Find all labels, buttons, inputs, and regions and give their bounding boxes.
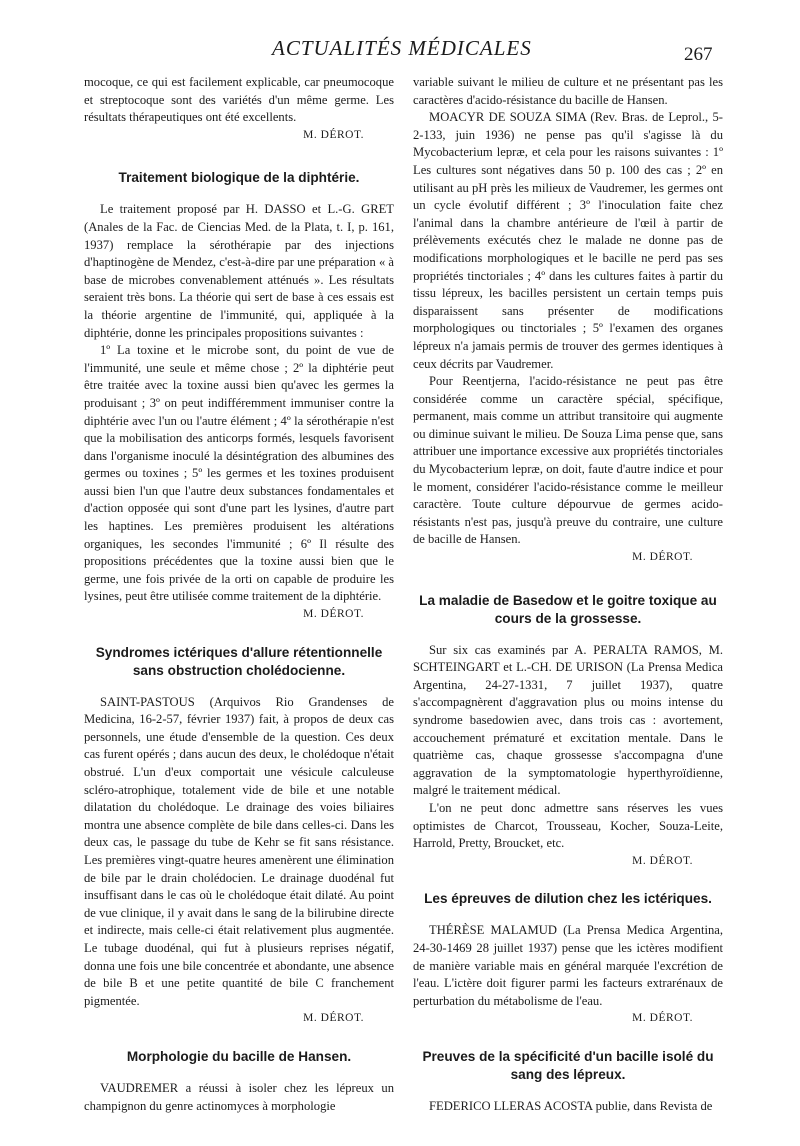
article-title-diphterie: Traitement biologique de la diphtérie.: [118, 170, 360, 186]
article-title-ictere: Syndromes ictériques d'allure rétentionnelle sans obstruction cholédocienne.: [95, 644, 383, 678]
article-paragraph: Le traitement proposé par H. DASSO et L.-G. GRET (Anales de la Fac. de Ciencias Med. de la Plata, t. I, p. 161, 1937) remplace la sérothérapie par des injections d'haptinogène de Mendez, c'est-à-dire par une préparation « à base de microbes convenablement atténués ». Les résultats seraient très bons. La théorie qui sert de base à ces essais est la théorie argentine de l'immunité, qui, appliquée à la diphtérie, donne les principales propositions suivantes :: [84, 202, 394, 340]
running-head: ACTUALITÉS MÉDICALES: [272, 36, 532, 60]
signature: M. DÉROT.: [303, 128, 364, 141]
article-paragraph: SAINT-PASTOUS (Arquivos Rio Grandenses de Medicina, 16-2-57, février 1937) fait, à propos de deux cas personnels, une étude d'ensemble de la question. Ces deux cas furent opérés ; dans aucun des deux, le cholédoque n'était obstrué. L'un d'eux comportait une vésicule calculeuse scléro-atrophique, totalement vide de bile et une notable dilatation du cholédoque. Le drainage des voies biliaires montra une absence complète de bile dans celles-ci. Dans les deux cas, le passage du tube de Kehr se fit sans résistance. Les premières vingt-quatre heures amenèrent une élimination de bile par le drain cholédocien. Le drainage duodénal fut insuffisant dans le cas où le cholédoque était dilaté. Au point de vue clinique, il y avait dans le sang de la bilirubine directe et indirecte, mais celle-ci était relativement plus augmentée. Le tubage duodénal, qui fut à plusieurs reprises négatif, donna une fois une bile concentrée et abondante, une absence de bile B et une petite quantité de bile C franchement pigmentée.: [84, 694, 394, 1008]
article-title-dilution: Les épreuves de dilution chez les ictériques.: [424, 891, 712, 907]
article-paragraph: Pour Reentjerna, l'acido-résistance ne peut pas être considérée comme un caractère spécial, spécifique, permanent, mais comme un attribut transitoire qui augmente ou diminue suivant le milieu. De Souza Lima pense que, sans attribuer une importance excessive aux propriétés tinctoriales du Mycobacterium lepræ, on doit, faute d'autre indice et pour le moment, considérer l'acido-résistance comme le meilleur caractère. Toute culture dépourvue de germes acido-résistants n'est pas, jusqu'à preuve du contraire, une culture de bacille de Hansen.: [413, 374, 723, 547]
article-paragraph: FEDERICO LLERAS ACOSTA publie, dans Revista de: [429, 1098, 713, 1113]
left-column: [84, 74, 394, 1115]
article-paragraph: VAUDREMER a réussi à isoler chez les lépreux un champignon du genre actinomyces à morphologie: [84, 1080, 394, 1113]
page-number: 267: [684, 44, 713, 65]
article-paragraph: variable suivant le milieu de culture et ne présentant pas les caractères d'acido-résistance du bacille de Hansen.: [413, 75, 723, 107]
signature: M. DÉROT.: [632, 1012, 693, 1025]
article-title-specificite: Preuves de la spécificité d'un bacille isolé du sang des lépreux.: [422, 1048, 714, 1082]
article-title-basedow: La maladie de Basedow et le goitre toxique au cours de la grossesse.: [419, 592, 717, 626]
article-paragraph: THÉRÈSE MALAMUD (La Prensa Medica Argentina, 24-30-1469 28 juillet 1937) pense que les ictères modifient de manière variable mais en général marquée l'excrétion de l'eau. L'ictère doit figurer parmi les facteurs extrarénaux de perturbation du métabolisme de l'eau.: [413, 923, 723, 1008]
intro-paragraph: mocoque, ce qui est facilement explicable, car pneumocoque et streptocoque sont des variétés d'un même germe. Les résultats thérapeutiques ont été excellents.: [84, 75, 394, 125]
article-paragraph: 1º La toxine et le microbe sont, du point de vue de l'immunité, une seule et même chose ; 2º la diphtérie peut être traitée avec la toxine aussi bien qu'avec les germes la produisant ; 3º on peut indifféremment immuniser contre la diphtérie avec l'un ou l'autre élément ; 4º la sérothérapie n'est que la mobilisation des anticorps formés, lesquels favorisent dans l'organisme inoculé la désintégration des albumines des germes ou toxines ; 5º les germes et les toxines produisent aussi bien l'un que l'autre deux substances fondamentales et d'action opposée qui sont d'une part les lysines, d'autre part les haptines. Les premières produisent les altérations organiques, les secondes l'immunité ; 6º Il résulte des propositions précédentes que la toxine aussi bien que le germe, une fois privée de la orti on capable de produire les lysines, peut être utilisée comme traitement de la diphtérie.: [84, 343, 394, 604]
article-paragraph: Sur six cas examinés par A. PERALTA RAMOS, M. SCHTEINGART et L.-CH. DE URISON (La Prensa Medica Argentina, 24-27-1331, 7 juillet 1937), quatre s'accompagnèrent d'aggravation plus ou moins intense du syndrome basedowien avec, dans trois cas : avortement, accouchement prématuré et excitation mentale. Dans le quatrième cas, chaque grossesse s'accompagna d'une aggravation de la symptomatologie hyperthyroïdienne, malgré le traitement médical.: [413, 642, 723, 798]
signature: M. DÉROT.: [632, 854, 693, 867]
signature: M. DÉROT.: [303, 1012, 364, 1025]
signature: M. DÉROT.: [303, 608, 364, 621]
right-column: [413, 74, 723, 1116]
signature: M. DÉROT.: [632, 551, 693, 564]
article-title-hansen: Morphologie du bacille de Hansen.: [126, 1048, 352, 1064]
article-paragraph: L'on ne peut donc admettre sans réserves les vues optimistes de Charcot, Trousseau, Kocher, Souza-Leite, Harrold, Pretty, Broucket, etc.: [413, 800, 723, 851]
article-paragraph: MOACYR DE SOUZA SIMA (Rev. Bras. de Leprol., 5-2-133, juin 1936) ne pense pas qu'il s'agisse là du Mycobacterium lepræ, et cela pour les raisons suivantes : 1º Les cultures sont négatives dans 50 p. 100 des cas ; 2º en utilisant au pH près les milieux de Vaudremer, les germes ont un cycle évolutif différent ; 3º l'inoculation faite chez l'animal dans la chambre antérieure de l'œil à partir de prélèvements exécutés chez le malade ne donne pas de modifications morphologiques et le bacille ne perd pas ses propriétés tinctoriales ; 4º dans les cultures faites à partir du tissu lépreux, les bacilles persistent un certain temps puis disparaissent sans présenter de modifications morphologiques ou tinctoriales ; 5º l'examen des organes lépreux n'a jamais permis de trouver des germes identiques à ceux décrits par Vaudremer.: [413, 110, 723, 371]
